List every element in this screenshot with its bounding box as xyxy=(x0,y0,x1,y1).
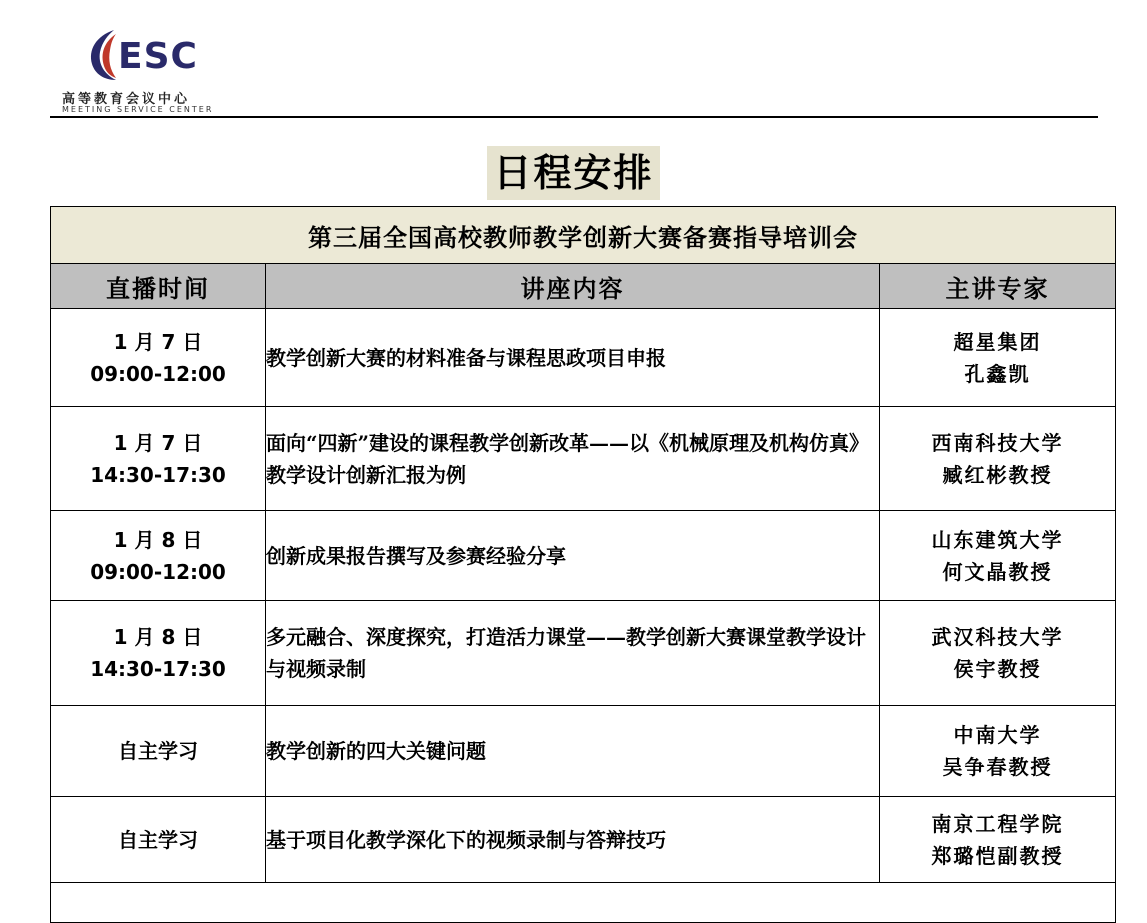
speaker-affiliation: 山东建筑大学 xyxy=(931,527,1064,552)
time-cell xyxy=(51,407,266,511)
topic-cell: 面向“四新”建设的课程教学创新改革——以《机械原理及机构仿真》教学设计创新汇报为例 xyxy=(266,407,880,511)
table-row xyxy=(51,407,1116,511)
table-header-row xyxy=(51,264,1116,309)
speaker-cell xyxy=(880,511,1116,601)
date-text: 1 月 7 日 xyxy=(113,430,203,455)
speaker-cell xyxy=(880,601,1116,706)
time-range: 14:30-17:30 xyxy=(90,462,226,487)
speaker-name: 吴争春教授 xyxy=(942,755,1053,779)
header-divider xyxy=(50,116,1098,118)
speaker-name: 郑璐恺副教授 xyxy=(931,843,1064,868)
table-row xyxy=(51,511,1116,601)
topic-cell: 多元融合、深度探究，打造活力课堂——教学创新大赛课堂教学设计与视频录制 xyxy=(266,601,880,706)
speaker-cell xyxy=(880,407,1116,511)
speaker-affiliation: 武汉科技大学 xyxy=(931,625,1064,649)
topic-cell: 教学创新大赛的材料准备与课程思政项目申报 xyxy=(266,309,880,407)
logo-text: ESC xyxy=(118,36,198,77)
continued-row xyxy=(51,883,1116,923)
logo-english-name: MEETING SERVICE CENTER xyxy=(62,105,214,114)
table-row xyxy=(51,309,1116,407)
logo-chinese-name: 高等教育会议中心 xyxy=(62,92,191,107)
speaker-affiliation: 中南大学 xyxy=(953,723,1042,747)
speaker-cell xyxy=(880,309,1116,407)
logo-swoosh-icon xyxy=(86,28,120,82)
time-cell xyxy=(51,797,266,883)
time-range: 14:30-17:30 xyxy=(90,657,226,681)
speaker-name: 侯宇教授 xyxy=(953,657,1042,681)
event-name-row xyxy=(51,207,1116,264)
speaker-name: 何文晶教授 xyxy=(942,559,1053,584)
topic-cell: 创新成果报告撰写及参赛经验分享 xyxy=(266,511,880,601)
time-range: 09:00-12:00 xyxy=(90,361,226,386)
topic-cell: 教学创新的四大关键问题 xyxy=(266,706,880,797)
speaker-affiliation: 南京工程学院 xyxy=(931,811,1064,836)
study-mode: 自主学习 xyxy=(118,739,198,763)
topic-cell: 基于项目化教学深化下的视频录制与答辩技巧 xyxy=(266,797,880,883)
date-text: 1 月 8 日 xyxy=(113,527,203,552)
table-row-partial xyxy=(51,883,1116,923)
time-cell xyxy=(51,309,266,407)
date-text: 1 月 8 日 xyxy=(113,625,203,649)
page-title: 日程安排 xyxy=(487,146,659,200)
time-cell xyxy=(51,511,266,601)
column-header-time: 直播时间 xyxy=(51,264,266,309)
speaker-affiliation: 西南科技大学 xyxy=(931,430,1064,455)
logo xyxy=(62,24,242,119)
time-range: 09:00-12:00 xyxy=(90,559,226,584)
table-row xyxy=(51,601,1116,706)
study-mode: 自主学习 xyxy=(118,827,198,852)
time-cell xyxy=(51,706,266,797)
column-header-speaker: 主讲专家 xyxy=(880,264,1116,309)
event-name: 第三届全国高校教师教学创新大赛备赛指导培训会 xyxy=(51,207,1116,264)
schedule-table xyxy=(50,206,1116,923)
date-text: 1 月 7 日 xyxy=(113,329,203,354)
time-cell xyxy=(51,601,266,706)
table-row xyxy=(51,797,1116,883)
column-header-topic: 讲座内容 xyxy=(266,264,880,309)
table-row xyxy=(51,706,1116,797)
speaker-cell xyxy=(880,706,1116,797)
speaker-name: 孔鑫凯 xyxy=(964,361,1031,386)
speaker-name: 臧红彬教授 xyxy=(942,462,1053,487)
speaker-cell xyxy=(880,797,1116,883)
speaker-affiliation: 超星集团 xyxy=(953,329,1042,354)
